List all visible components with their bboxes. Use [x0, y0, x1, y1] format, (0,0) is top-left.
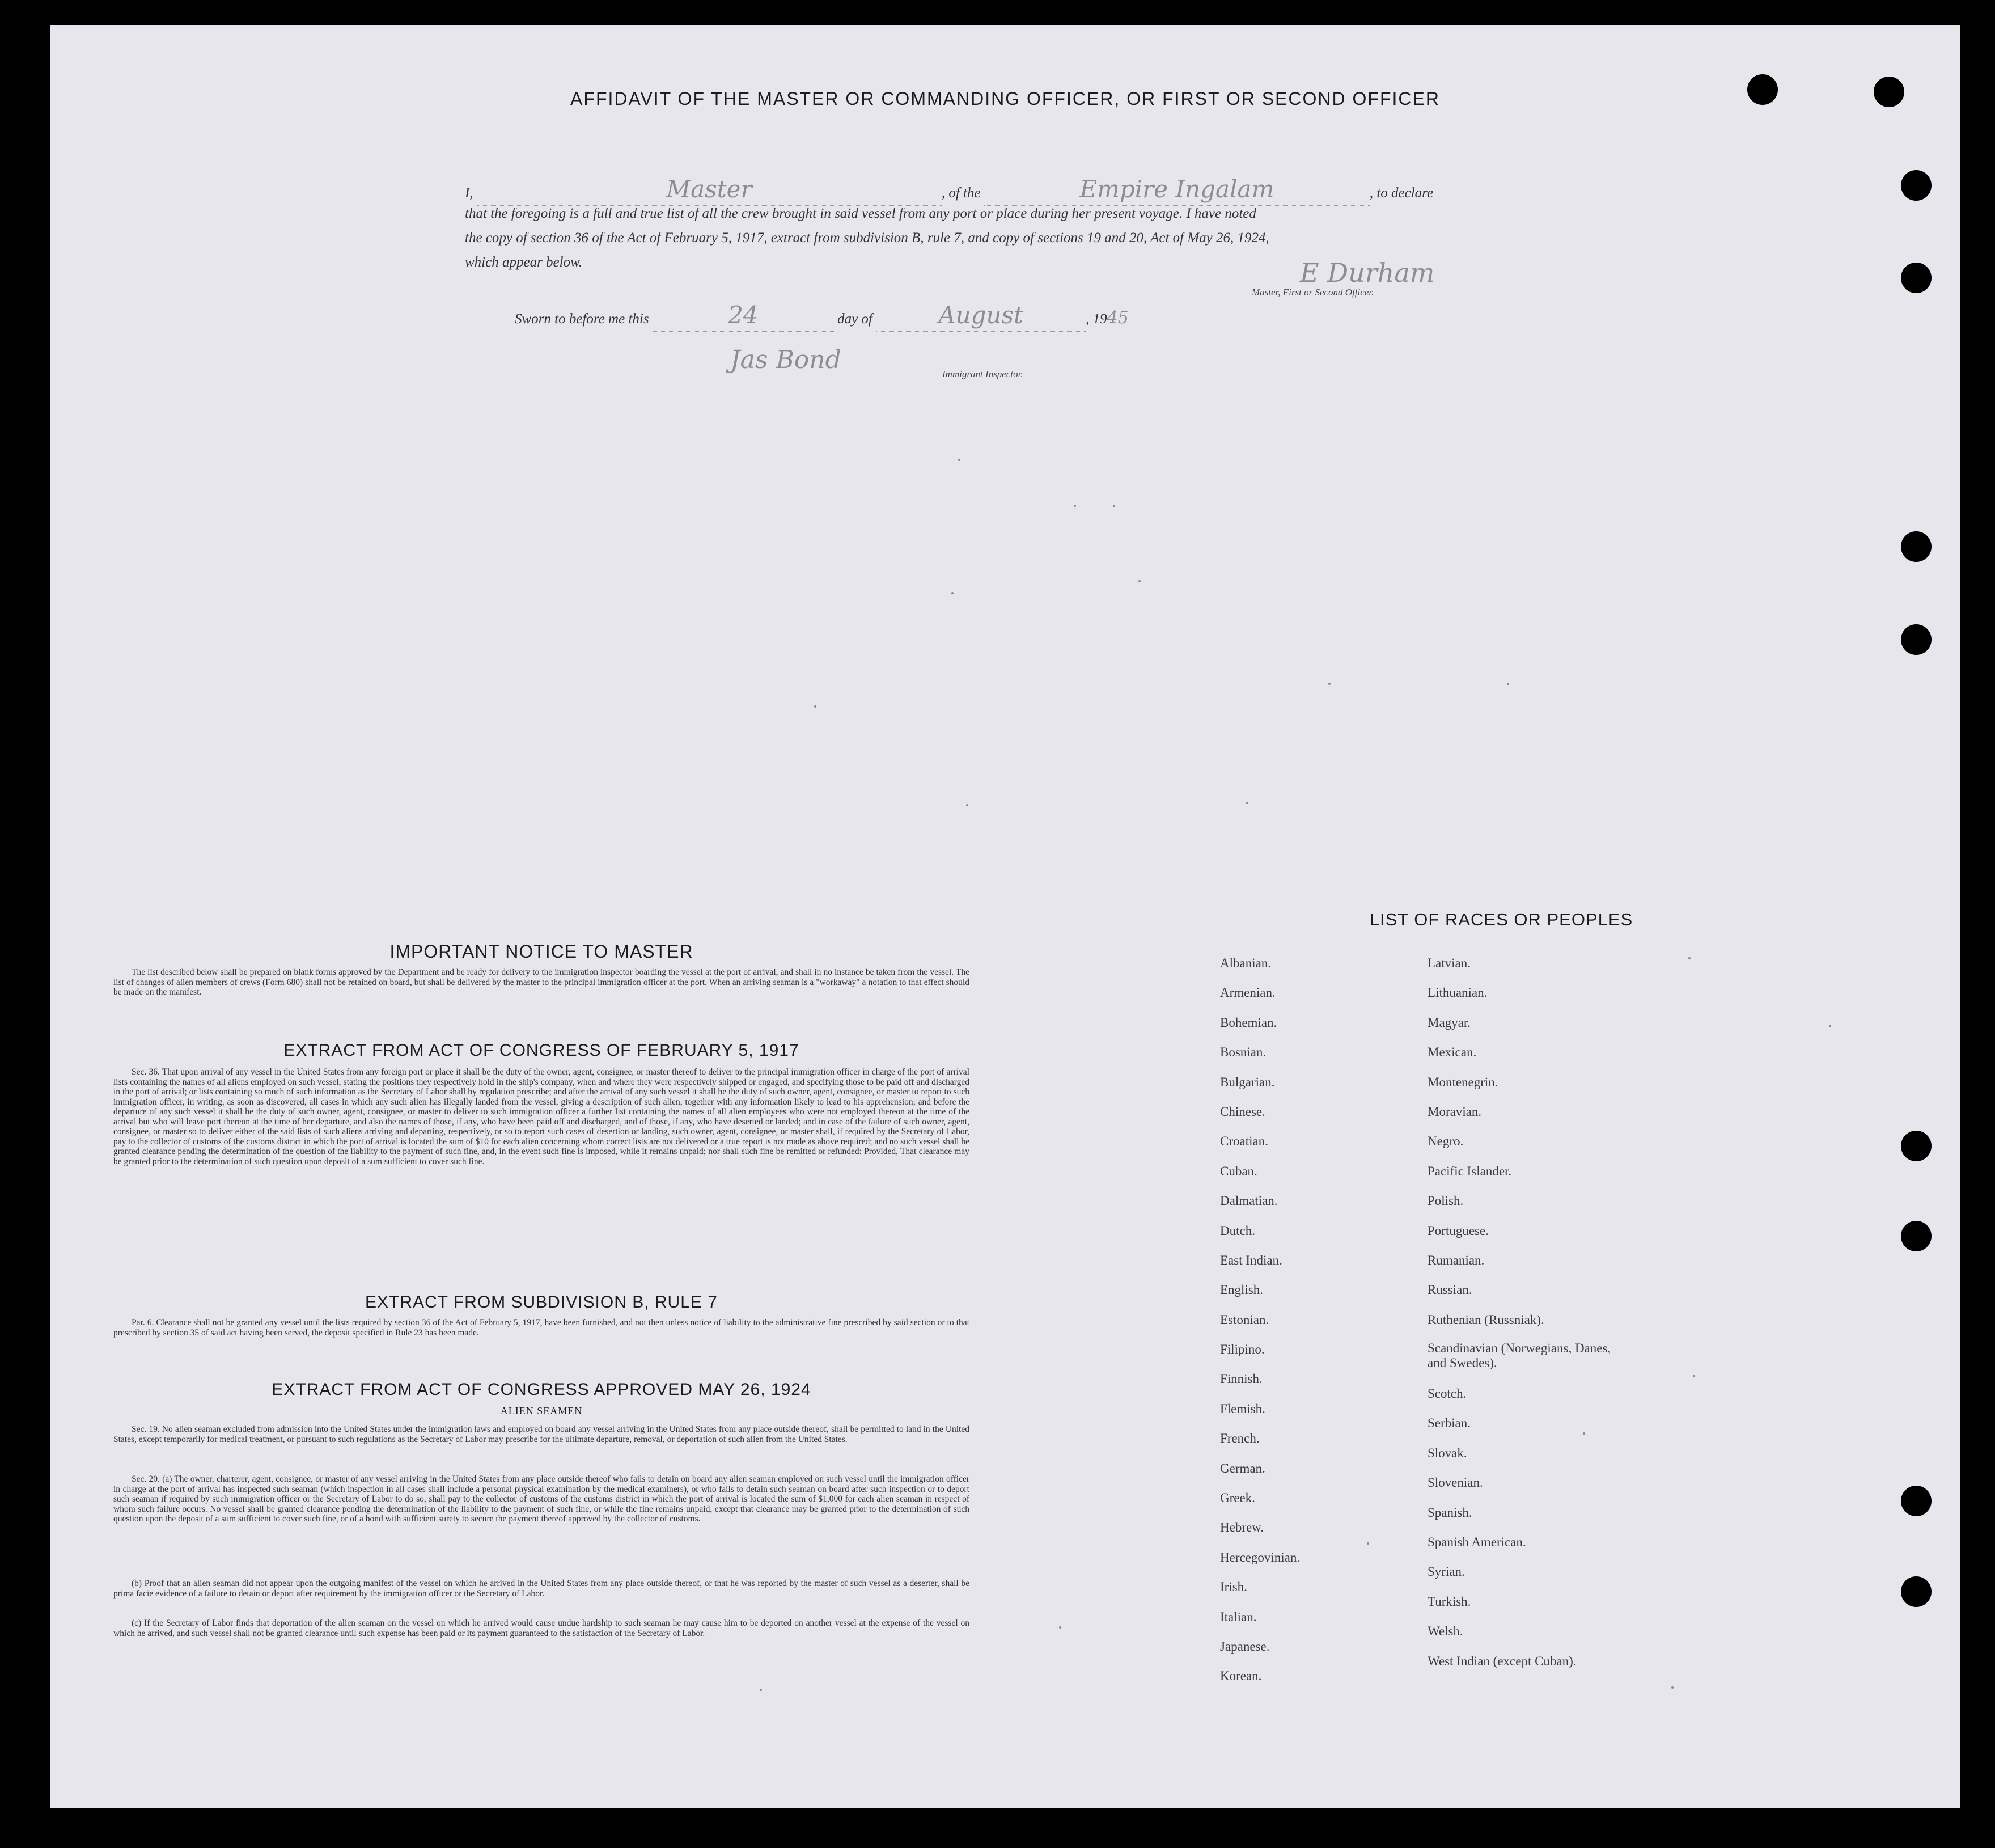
- day-handwritten: 24: [728, 301, 759, 329]
- race-item: Albanian.: [1220, 956, 1272, 970]
- punch-hole: [1901, 624, 1932, 655]
- extract-1924-para3: (b) Proof that an alien seaman did not appear upon the outgoing manifest of the vessel on which he arrived in the United States from any place outside thereof, or that he was reported by the master of such vessel as a deserter, shall be prima facie evidence of a failure to detain or deport after requirement by the immigration officer or the Secretary of Labor.: [113, 1579, 969, 1599]
- extract-1924-title: EXTRACT FROM ACT OF CONGRESS APPROVED MAY 26, 1924: [272, 1380, 811, 1399]
- document-page: [50, 25, 1960, 1808]
- day-field: [653, 303, 834, 332]
- punch-hole: [1901, 1576, 1932, 1607]
- race-item: Korean.: [1220, 1669, 1262, 1684]
- race-item: West Indian (except Cuban).: [1428, 1654, 1577, 1668]
- race-item: Irish.: [1220, 1580, 1247, 1595]
- race-item: Croatian.: [1220, 1134, 1268, 1149]
- race-item: Latvian.: [1428, 956, 1471, 970]
- declaration-line-4: which appear below.: [465, 255, 583, 270]
- race-item: Finnish.: [1220, 1372, 1263, 1386]
- race-item: Polish.: [1428, 1194, 1464, 1208]
- sworn-prefix: Sworn to before me this: [515, 311, 649, 327]
- race-item: English.: [1220, 1283, 1264, 1297]
- year-printed: , 19: [1086, 311, 1107, 327]
- master-signature: E Durham: [1300, 257, 1435, 288]
- race-item: Pacific Islander.: [1428, 1164, 1512, 1178]
- race-item: Slovenian.: [1428, 1475, 1483, 1490]
- race-item: French.: [1220, 1431, 1260, 1446]
- rank-handwritten: Master: [666, 175, 752, 203]
- extract-1917-text: Sec. 36. That upon arrival of any vessel in the United States from any foreign port or place it shall be the duty of the owner, agent, consignee, or master thereof to deliver to the principal immigration officer in charge of the port of arrival lists containing the names of all aliens employed on such vessel, stating the positions they respectively hold in the ship's company, when and where they were respectively shipped or engaged, and specifying those to be paid off and discharged in the port of arrival; or lists containing so much of such information as the Secretary of Labor shall by regulation prescribe; and after the arrival of any such vessel it shall be the duty of such owner, agent, consignee, or master to report to such immigration officer, in writing, as soon as discovered, all cases in which any such alien has illegally landed from the vessel, giving a description of such alien, together with any information likely to lead to his apprehension; and before the departure of any such vessel it shall be the duty of such owner, agent, consignee, or master to deliver to such immigration officer a further list containing the names of all alien employees who were not employed thereon at the time of the arrival but who will leave port thereon at the time of her departure, and also the names of those, if any, who have been paid off and discharged, and of those, if any, who have deserted or landed; and in case of the failure of such owner, agent, consignee, or master so to deliver either of the said lists of such aliens arriving and departing, respectively, or so to report such cases of desertion or landing, such owner, agent, consignee, or master shall, if required by the Secretary of Labor, pay to the collector of customs of the customs district in which the port of arrival is located the sum of $10 for each alien concerning whom correct lists are not delivered or a true report is not made as above required; and no such vessel shall be granted clearance pending the determination of the question of the liability to the payment of such fine, and, in the event such fine is imposed, while it remains unpaid; nor shall such fine be remitted or refunded: Provided, That clearance may be granted prior to the determination of such question upon deposit of a sum sufficient to cover such fine.: [113, 1067, 969, 1166]
- races-column-1: [1220, 955, 1300, 1698]
- race-item: Ruthenian (Russniak).: [1428, 1312, 1544, 1327]
- extract-1924-para1: Sec. 19. No alien seaman excluded from admission into the United States under the immigration laws and employed on board any vessel arriving in the United States from any place outside thereof, shall be permitted to land in the United States, except temporarily for medical treatment, or pursuant to such regulations as the Secretary of Labor may prescribe for the ultimate departure, removal, or deportation of such alien from the United States.: [113, 1424, 969, 1444]
- declaration-line-2: that the foregoing is a full and true list of all the crew brought in said vessel from any port or place during her present voyage. I have noted: [465, 206, 1256, 221]
- race-item: Spanish American.: [1428, 1535, 1526, 1550]
- punch-hole: [1901, 1221, 1932, 1251]
- race-item: Scandinavian (Norwegians, Danes, and Swedes).: [1428, 1341, 1611, 1371]
- extract-1924-para2: Sec. 20. (a) The owner, charterer, agent, consignee, or master of any vessel arriving in the United States from any place outside thereof who fails to detain on board any alien seaman employed on such vessel until the immigration officer in charge at the port of arrival has inspected such seaman (which inspection in all cases shall include a personal physical examination by the medical examiners), or who fails to detain such seaman on board after such inspection or to deport such seaman if required by such immigration officer or the Secretary of Labor to do so, shall pay to the collector of customs of the customs district in which the port of arrival is located the sum of $1,000 for each alien seaman in respect of whom such failure occurs. No vessel shall be granted clearance pending the determination of the liability to the payment of such fine, or while the fine remains unpaid, except that clearance may be granted prior to the determination of such question upon the deposit of a sum sufficient to cover such fine, or of a bond with sufficient surety to secure the payment thereof approved by the collector of customs.: [113, 1474, 969, 1524]
- race-item: Cuban.: [1220, 1164, 1257, 1178]
- race-item: Spanish.: [1428, 1505, 1472, 1520]
- race-item: Scotch.: [1428, 1386, 1467, 1401]
- race-item: Magyar.: [1428, 1015, 1471, 1030]
- race-item: Lithuanian.: [1428, 986, 1488, 1000]
- month-field: [876, 303, 1086, 332]
- race-item: Russian.: [1428, 1283, 1472, 1297]
- punch-hole: [1901, 1131, 1932, 1161]
- race-item: Negro.: [1428, 1134, 1464, 1149]
- punch-hole: [1747, 74, 1778, 105]
- race-item: Dalmatian.: [1220, 1194, 1278, 1208]
- race-item: Filipino.: [1220, 1342, 1265, 1357]
- notice-text: The list described below shall be prepared on blank forms approved by the Department and be ready for delivery to the immigration inspector boarding the vessel at the port of arrival, and shall in no instance be taken from the vessel. The list of changes of alien members of crews (Form 680) shall not be retained on board, but shall be delivered by the master to the principal immigration officer at the port. When an arriving seaman is a "workaway" a notation to that effect should be made on the manifest.: [113, 967, 969, 997]
- race-item: Armenian.: [1220, 986, 1276, 1000]
- year-handwritten: 45: [1107, 308, 1129, 328]
- declaration-to-declare: , to declare: [1369, 185, 1434, 201]
- races-title: LIST OF RACES OR PEOPLES: [1369, 910, 1633, 929]
- race-item: Hebrew.: [1220, 1520, 1264, 1535]
- race-item: Montenegrin.: [1428, 1075, 1498, 1089]
- race-item: Italian.: [1220, 1609, 1257, 1624]
- affidavit-title: AFFIDAVIT OF THE MASTER OR COMMANDING OFFICER, OR FIRST OR SECOND OFFICER: [570, 88, 1440, 109]
- declaration-line-3: the copy of section 36 of the Act of February 5, 1917, extract from subdivision B, rule 7, and copy of sections 19 and 20, Act of May 26, 1924,: [465, 230, 1269, 246]
- race-item: Moravian.: [1428, 1104, 1482, 1119]
- race-item: Japanese.: [1220, 1639, 1270, 1654]
- race-item: Greek.: [1220, 1491, 1255, 1506]
- punch-hole: [1901, 1486, 1932, 1516]
- race-item: Mexican.: [1428, 1045, 1477, 1060]
- race-item: Bohemian.: [1220, 1015, 1277, 1030]
- extract-1924-subtitle: ALIEN SEAMEN: [500, 1405, 583, 1416]
- inspector-signature: Jas Bond: [730, 345, 841, 374]
- day-of-label: day of: [837, 311, 872, 327]
- vessel-handwritten: Empire Ingalam: [1079, 175, 1274, 203]
- extract-1924-para4: (c) If the Secretary of Labor finds that deportation of the alien seaman on the vessel on which he arrived would cause undue hardship to such seaman he may cause him to be deported on another vessel at the expense of the vessel on which he arrived, and such vessel shall not be granted clearance until such expense has been paid or its payment guaranteed to the satisfaction of the Secretary of Labor.: [113, 1618, 969, 1638]
- punch-hole: [1901, 531, 1932, 562]
- race-item: Syrian.: [1428, 1564, 1465, 1579]
- race-item: Rumanian.: [1428, 1253, 1485, 1267]
- notice-title: IMPORTANT NOTICE TO MASTER: [389, 941, 693, 962]
- race-item: Slovak.: [1428, 1445, 1467, 1460]
- race-item: Estonian.: [1220, 1312, 1269, 1327]
- month-handwritten: August: [938, 301, 1023, 329]
- inspector-caption: Immigrant Inspector.: [942, 369, 1023, 379]
- race-item: Dutch.: [1220, 1223, 1255, 1238]
- race-item: Chinese.: [1220, 1104, 1265, 1119]
- races-column-2: [1428, 955, 1632, 1682]
- race-item: Welsh.: [1428, 1624, 1463, 1639]
- declaration-prefix: I,: [465, 185, 473, 201]
- punch-hole: [1874, 77, 1904, 107]
- race-item: Serbian.: [1428, 1416, 1471, 1431]
- punch-hole: [1901, 263, 1932, 293]
- race-item: Bulgarian.: [1220, 1075, 1275, 1089]
- extract-1917-title: EXTRACT FROM ACT OF CONGRESS OF FEBRUARY 5, 1917: [283, 1041, 799, 1060]
- race-item: Bosnian.: [1220, 1045, 1267, 1060]
- race-item: German.: [1220, 1461, 1265, 1475]
- rule7-title: EXTRACT FROM SUBDIVISION B, RULE 7: [365, 1293, 718, 1312]
- race-item: Hercegovinian.: [1220, 1550, 1301, 1564]
- race-item: East Indian.: [1220, 1253, 1282, 1267]
- rule7-text: Par. 6. Clearance shall not be granted any vessel until the lists required by section 36 of the Act of February 5, 1917, have been furnished, and not then unless notice of liability to the administrative fine prescribed by said section or to that prescribed by section 35 of said act having been served, the deposit specified in Rule 23 has been made.: [113, 1318, 969, 1338]
- race-item: Turkish.: [1428, 1594, 1471, 1609]
- master-signature-caption: Master, First or Second Officer.: [1252, 287, 1374, 298]
- punch-hole: [1901, 170, 1932, 201]
- declaration-of-the: , of the: [941, 185, 981, 201]
- race-item: Portuguese.: [1428, 1223, 1489, 1238]
- race-item: Flemish.: [1220, 1401, 1265, 1416]
